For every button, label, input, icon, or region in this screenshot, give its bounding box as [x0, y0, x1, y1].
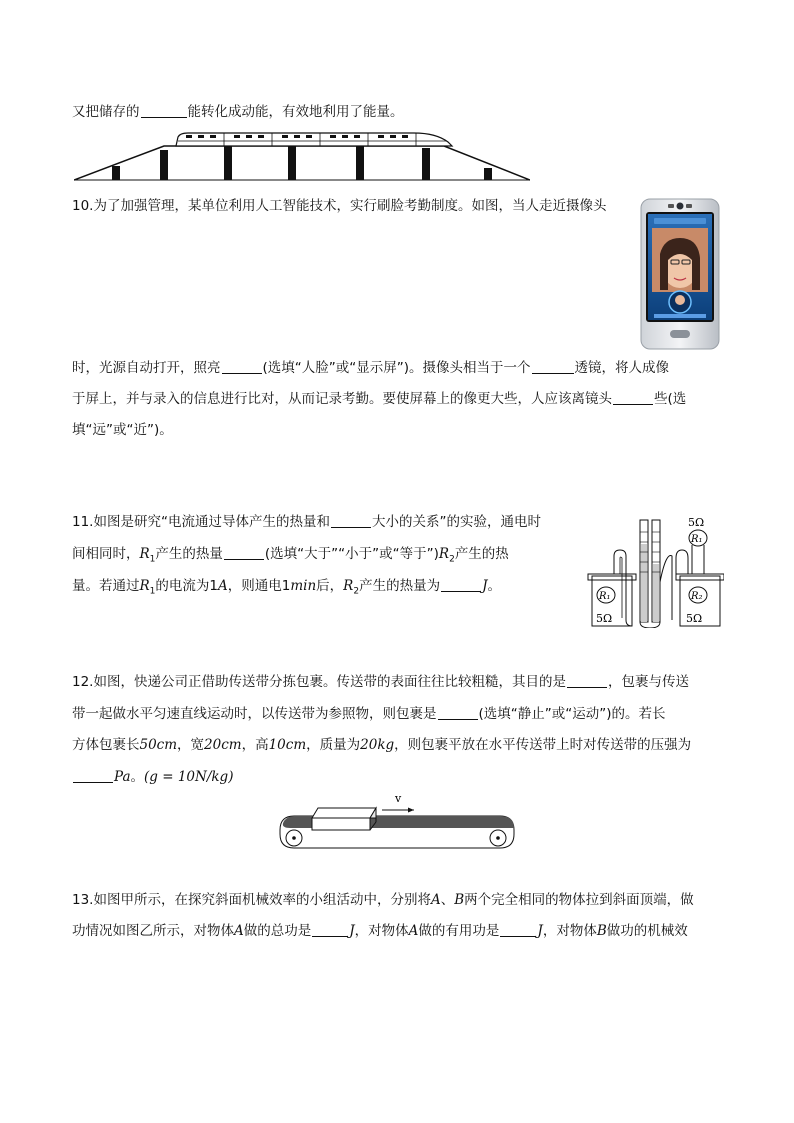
maglev-train-figure: [74, 128, 530, 184]
q13-line1: 13.如图甲所示，在探究斜面机械效率的小组活动中，分别将A、B两个完全相同的物体拉到斜面顶端，做: [72, 892, 694, 908]
joule-heating-apparatus-figure: [584, 512, 724, 628]
r2-label: R₂: [691, 591, 703, 602]
q11-line1: 11.如图是研究“电流通过导体产生的热量和 大小的关系”的实验，通电时: [72, 514, 541, 530]
q12-line2: 带一起做水平匀速直线运动时，以传送带为参照物，则包裹是 (选填“静止”或“运动”)的。若长: [72, 706, 666, 722]
face-recognition-terminal-image: [640, 198, 720, 350]
q10-line3: 于屏上，并与录入的信息进行比对，从而记录考勤。要使屏幕上的像更大些，人应该离镜头 些(选: [72, 391, 687, 407]
q11-line3: 量。若通过$R_1$的电流为1A，则通电1min后，$R_2$产生的热量为 J。: [72, 578, 501, 597]
blank[interactable]: [532, 359, 574, 374]
r2-value-label: 5Ω: [686, 612, 703, 625]
q10-line2: 时，光源自动打开，照亮 (选填“人脸”或“显示屏”)。摄像头相当于一个 透镜，将人成像: [72, 360, 670, 376]
blank[interactable]: [441, 577, 481, 592]
blank[interactable]: [141, 103, 187, 118]
blank[interactable]: [312, 922, 348, 937]
r1-label: R₁: [599, 591, 611, 602]
blank[interactable]: [331, 513, 371, 528]
q13-line2: 功情况如图乙所示，对物体A做的总功是 J，对物体A做的有用功是 J，对物体B做功的机械效: [72, 923, 688, 939]
blank[interactable]: [222, 359, 262, 374]
top-resistor-value-label: 5Ω: [688, 516, 705, 529]
q11-line2: 间相同时，$R_1$产生的热量 (选填“大于”“小于”或“等于$”)R_2$产生的热: [72, 546, 509, 565]
q9-line1: 又把储存的 能转化成动能，有效地利用了能量。: [72, 104, 404, 120]
blank[interactable]: [224, 545, 264, 560]
top-resistor-label: R₁: [691, 534, 703, 545]
velocity-label: v: [395, 792, 402, 805]
blank[interactable]: [613, 390, 653, 405]
q10-line4: 填“远”或“近”)。: [72, 422, 173, 438]
blank[interactable]: [438, 705, 478, 720]
r1-value-label: 5Ω: [596, 612, 613, 625]
q12-line4: Pa。(g = 10N/kg): [72, 767, 233, 787]
blank[interactable]: [500, 922, 536, 937]
conveyor-belt-figure: [278, 788, 518, 860]
q12-line3: 方体包裹长50cm，宽20cm，高10cm，质量为20kg，则包裹平放在水平传送带上时对传送带的压强为: [72, 737, 692, 753]
blank[interactable]: [73, 768, 113, 783]
q10-line1: 10.为了加强管理，某单位利用人工智能技术，实行刷脸考勤制度。如图，当人走近摄像头: [72, 198, 607, 214]
q12-line1: 12.如图，快递公司正借助传送带分拣包裹。传送带的表面往往比较粗糙，其目的是 ，包裹与传送: [72, 674, 689, 690]
blank[interactable]: [567, 673, 607, 688]
